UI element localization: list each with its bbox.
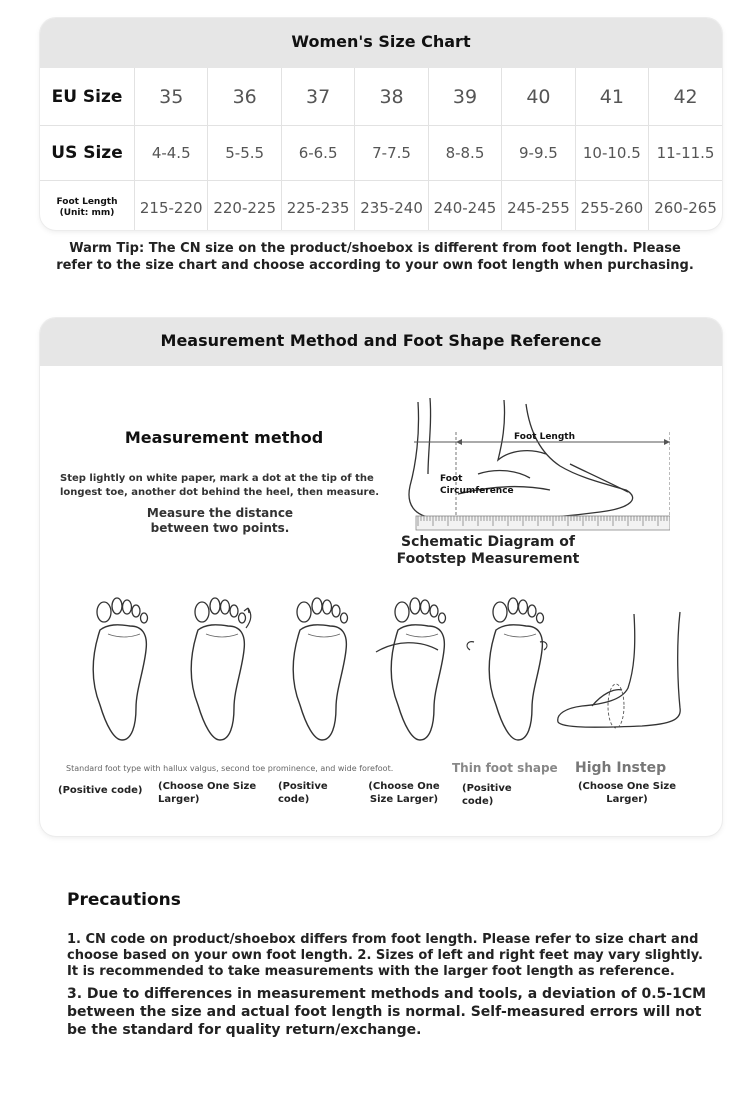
table-cell: 240-245 bbox=[428, 181, 501, 231]
foot-code: (Positive code) bbox=[278, 781, 328, 805]
table-cell: 255-260 bbox=[575, 181, 648, 231]
foot-code: (Positive code) bbox=[58, 785, 143, 796]
row-label: EU Size bbox=[40, 68, 135, 126]
foot-code: (Choose One Size Larger) bbox=[158, 781, 257, 805]
table-cell: 7-7.5 bbox=[355, 126, 428, 181]
table-cell: 225-235 bbox=[281, 181, 354, 231]
table-cell: 220-225 bbox=[208, 181, 281, 231]
table-cell: 36 bbox=[208, 68, 281, 126]
diagram-caption: Schematic Diagram of Footstep Measurement bbox=[396, 534, 580, 567]
foot-length-label: Foot Length bbox=[56, 197, 118, 207]
table-cell: 11-11.5 bbox=[649, 126, 722, 181]
table-cell: 5-5.5 bbox=[208, 126, 281, 181]
precaution-item: 3. Due to differences in measurement methods and tools, a deviation of 0.5-1CM between the size and actual foot length is normal. Self-measured errors will not be the standard for quality return/exchange. bbox=[67, 986, 707, 1038]
precautions-section bbox=[67, 890, 707, 1039]
foot-circumference-label: Foot Circumference bbox=[440, 474, 514, 496]
size-chart-title: Women's Size Chart bbox=[40, 18, 722, 68]
high-instep-caption: High Instep bbox=[575, 760, 667, 776]
foot-measurement-diagram bbox=[370, 394, 670, 540]
table-cell: 6-6.5 bbox=[281, 126, 354, 181]
high-instep-illustration bbox=[552, 608, 702, 738]
table-cell: 215-220 bbox=[135, 181, 208, 231]
method-description: Step lightly on white paper, mark a dot at the tip of the longest toe, another dot behind the heel, then measure. bbox=[60, 473, 380, 498]
table-cell: 235-240 bbox=[355, 181, 428, 231]
thin-foot-caption: Thin foot shape bbox=[452, 761, 558, 775]
unit-label: (Unit: mm) bbox=[59, 208, 115, 218]
row-label: US Size bbox=[40, 126, 135, 181]
table-cell: 245-255 bbox=[502, 181, 575, 231]
foot-code: (Positive code) bbox=[462, 783, 512, 807]
size-table bbox=[40, 68, 722, 230]
distance-text: Measure the distance between two points. bbox=[146, 506, 294, 535]
precaution-item: 1. CN code on product/shoebox differs from foot length. Please refer to size chart and choose based on your own foot length. 2. Sizes of left and right feet may vary slightly. It is recommended to take measurements with the larger foot length as reference. bbox=[67, 932, 703, 979]
method-title: Measurement method bbox=[124, 428, 324, 447]
table-cell: 4-4.5 bbox=[135, 126, 208, 181]
standard-foot-caption: Standard foot type with hallux valgus, second toe prominence, and wide forefoot. bbox=[66, 764, 394, 773]
precautions-title: Precautions bbox=[67, 890, 181, 910]
table-cell: 10-10.5 bbox=[575, 126, 648, 181]
foot-code: (Choose One Size Larger) bbox=[577, 781, 677, 805]
table-cell: 38 bbox=[355, 68, 428, 126]
foot-length-label: Foot Length bbox=[514, 432, 575, 442]
table-cell: 41 bbox=[575, 68, 648, 126]
table-cell: 42 bbox=[649, 68, 722, 126]
table-cell: 8-8.5 bbox=[428, 126, 501, 181]
table-cell: 260-265 bbox=[654, 199, 717, 217]
measurement-title: Measurement Method and Foot Shape Reference bbox=[40, 318, 722, 366]
table-cell: 39 bbox=[428, 68, 501, 126]
table-cell: 40 bbox=[502, 68, 575, 126]
foot-shapes-illustration bbox=[70, 590, 590, 750]
table-cell: 35 bbox=[135, 68, 208, 126]
measurement-card bbox=[40, 318, 722, 836]
warm-tip: Warm Tip: The CN size on the product/shoebox is different from foot length. Please refer to the size chart and choose according to your own foot length when purchasing. bbox=[56, 241, 694, 273]
table-cell: 9-9.5 bbox=[502, 126, 575, 181]
row-label bbox=[40, 181, 135, 231]
foot-code: (Choose One Size Larger) bbox=[368, 781, 440, 805]
foot-length-row bbox=[40, 181, 722, 231]
size-chart-card bbox=[40, 18, 722, 230]
eu-size-row bbox=[40, 68, 722, 126]
us-size-row bbox=[40, 126, 722, 181]
table-cell: 37 bbox=[281, 68, 354, 126]
